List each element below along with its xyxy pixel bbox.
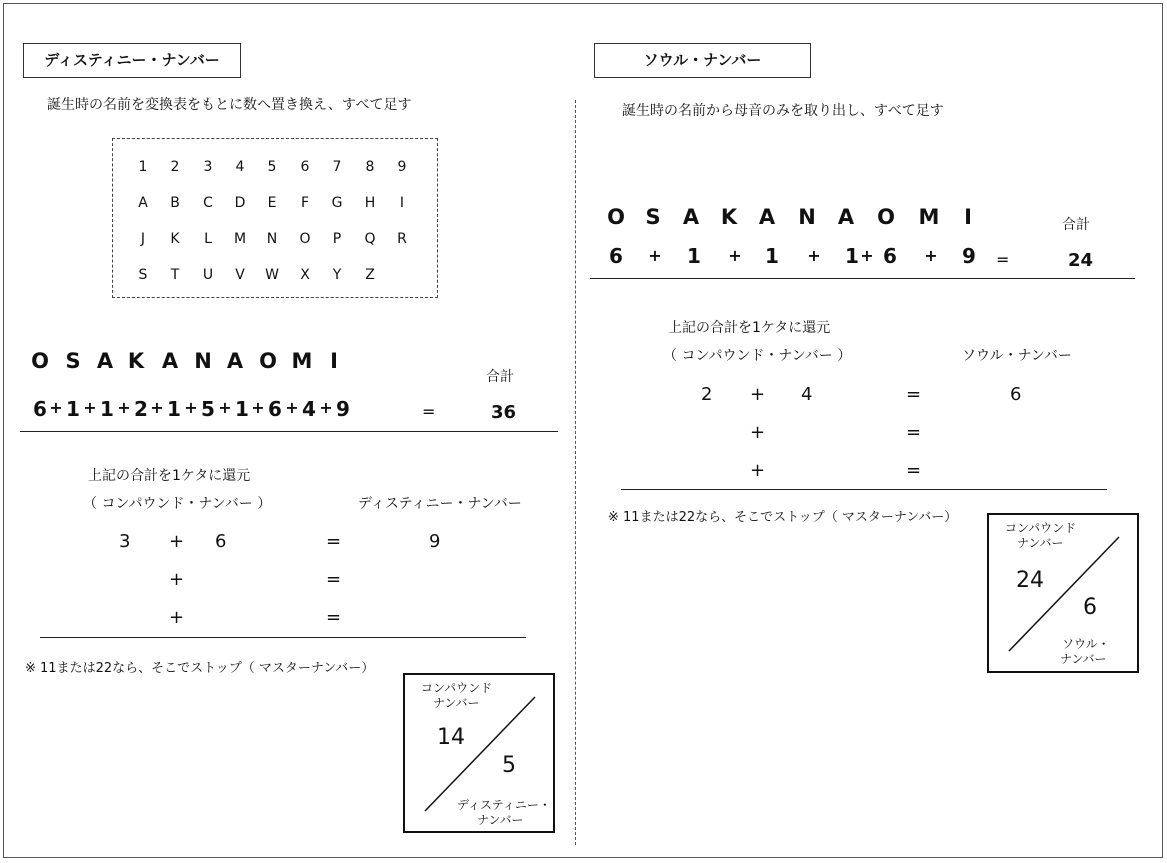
master-number-note: ※ 11または22なら、そこでストップ（ マスターナンバー）: [608, 510, 958, 525]
compound-digit-1: 3: [119, 531, 131, 552]
table-cell: W: [265, 267, 279, 283]
plus-sign: +: [169, 607, 185, 628]
box-compound-number: 24: [1016, 568, 1044, 593]
table-cell: T: [170, 267, 180, 283]
table-cell: I: [399, 195, 405, 211]
value: 2: [134, 397, 148, 421]
name-letter: K: [127, 349, 145, 373]
destiny-result-label: ディスティニー・ナンバー: [358, 496, 522, 512]
table-cell: R: [397, 231, 407, 247]
equals-sign: =: [326, 607, 342, 628]
value: 6: [268, 397, 282, 421]
box-bottom-label: ディスティニー・: [457, 798, 551, 812]
plus-sign: +: [750, 422, 766, 443]
table-cell: L: [204, 231, 212, 247]
plus-sign: +: [807, 246, 821, 265]
table-letter-row: [113, 231, 437, 251]
value: 6: [609, 244, 623, 268]
compound-digit-2: 6: [215, 531, 227, 552]
table-cell: O: [299, 231, 311, 247]
table-cell: F: [300, 195, 310, 211]
name-letter: S: [65, 349, 81, 373]
value: 1: [167, 397, 181, 421]
divider-line: [40, 637, 526, 638]
name-letter: M: [918, 205, 940, 229]
name-letter: O: [877, 205, 895, 229]
value: 9: [336, 397, 350, 421]
conversion-table: [112, 138, 438, 298]
plus-sign: +: [860, 246, 874, 265]
plus-sign: +: [728, 246, 742, 265]
box-bottom-label: ソウル・: [1062, 637, 1110, 651]
reduce-heading: 上記の合計を1ケタに還元: [668, 320, 831, 336]
name-letter: A: [837, 205, 855, 229]
table-cell: C: [203, 195, 213, 211]
plus-sign: +: [169, 569, 185, 590]
box-bottom-label: ナンバー: [477, 813, 524, 827]
box-top-label: ナンバー: [1017, 536, 1064, 550]
name-letter: A: [161, 349, 179, 373]
destiny-result: 9: [429, 531, 441, 552]
equals-sign: =: [906, 384, 922, 405]
value: 1: [66, 397, 80, 421]
table-cell: A: [138, 195, 148, 211]
equals-sign: =: [422, 402, 436, 421]
divider-line: [20, 431, 558, 432]
table-cell: M: [233, 231, 247, 247]
plus-sign: +: [750, 384, 766, 405]
table-digit-row: [113, 159, 437, 179]
box-final-number: 5: [502, 753, 516, 778]
value: 1: [845, 244, 859, 268]
table-cell: K: [170, 231, 180, 247]
table-cell: 5: [267, 159, 277, 175]
plus-sign: +: [150, 398, 164, 417]
name-letter: S: [645, 205, 661, 229]
equals-sign: =: [906, 422, 922, 443]
box-top-label: コンパウンド: [1005, 521, 1077, 535]
table-cell: 4: [235, 159, 245, 175]
name-letter: A: [758, 205, 776, 229]
box-bottom-label: ナンバー: [1060, 652, 1107, 666]
table-cell: 2: [170, 159, 180, 175]
plus-sign: +: [251, 398, 265, 417]
master-number-note: ※ 11または22なら、そこでストップ（ マスターナンバー）: [25, 661, 375, 676]
name-letter: O: [31, 349, 49, 373]
soul-summary-box: [987, 513, 1139, 673]
table-cell: Y: [332, 267, 342, 283]
compound-label: （ コンパウンド・ナンバー ）: [663, 348, 852, 364]
compound-label: （ コンパウンド・ナンバー ）: [83, 496, 272, 512]
value: 9: [962, 244, 976, 268]
plus-sign: +: [49, 398, 63, 417]
soul-description: 誕生時の名前から母音のみを取り出し、すべて足す: [622, 103, 944, 119]
table-cell: G: [331, 195, 343, 211]
destiny-title: ディスティニー・ナンバー: [23, 43, 241, 78]
equals-sign: =: [326, 531, 342, 552]
soul-result: 6: [1010, 384, 1022, 405]
plus-sign: +: [648, 246, 662, 265]
box-final-number: 6: [1083, 595, 1097, 620]
value: 1: [100, 397, 114, 421]
box-compound-number: 14: [437, 725, 465, 750]
plus-sign: +: [218, 398, 232, 417]
table-cell: P: [332, 231, 342, 247]
plus-sign: +: [319, 398, 333, 417]
equals-sign: =: [326, 569, 342, 590]
name-letter: A: [682, 205, 700, 229]
destiny-total-label: 合計: [486, 369, 514, 385]
name-letter: O: [607, 205, 625, 229]
table-cell: N: [266, 231, 278, 247]
plus-sign: +: [184, 398, 198, 417]
name-letter: O: [259, 349, 277, 373]
table-cell: X: [300, 267, 310, 283]
table-cell: B: [170, 195, 180, 211]
table-letter-row: [113, 267, 437, 287]
soul-total: 24: [1068, 250, 1094, 271]
value: 1: [235, 397, 249, 421]
name-letter: N: [194, 349, 212, 373]
table-cell: S: [138, 267, 148, 283]
table-cell: 3: [203, 159, 213, 175]
value: 1: [687, 244, 701, 268]
divider-line: [590, 278, 1135, 279]
plus-sign: +: [117, 398, 131, 417]
column-divider: [575, 100, 576, 845]
value: 4: [302, 397, 316, 421]
plus-sign: +: [83, 398, 97, 417]
box-top-label: ナンバー: [433, 696, 480, 710]
table-cell: 6: [300, 159, 310, 175]
divider-line: [621, 489, 1107, 490]
name-letter: A: [96, 349, 114, 373]
table-cell: D: [234, 195, 246, 211]
destiny-description: 誕生時の名前を変換表をもとに数へ置き換え、すべて足す: [47, 97, 412, 113]
table-cell: H: [364, 195, 376, 211]
table-cell: E: [267, 195, 277, 211]
box-top-label: コンパウンド: [421, 681, 493, 695]
table-cell: 8: [365, 159, 375, 175]
equals-sign: =: [906, 460, 922, 481]
table-cell: 7: [332, 159, 342, 175]
value: 5: [201, 397, 215, 421]
table-cell: U: [202, 267, 214, 283]
table-cell: J: [140, 231, 146, 247]
destiny-total: 36: [491, 402, 517, 423]
value: 6: [33, 397, 47, 421]
value: 6: [883, 244, 897, 268]
soul-title: ソウル・ナンバー: [594, 43, 811, 78]
soul-result-label: ソウル・ナンバー: [962, 348, 1072, 364]
plus-sign: +: [169, 531, 185, 552]
name-letter: I: [330, 349, 338, 373]
table-cell: 9: [397, 159, 407, 175]
compound-digit-2: 4: [801, 384, 813, 405]
table-letter-row: [113, 195, 437, 215]
name-letter: K: [720, 205, 738, 229]
name-letter: I: [964, 205, 972, 229]
compound-digit-1: 2: [701, 384, 713, 405]
plus-sign: +: [285, 398, 299, 417]
reduce-heading: 上記の合計を1ケタに還元: [88, 468, 251, 484]
plus-sign: +: [924, 246, 938, 265]
value: 1: [765, 244, 779, 268]
destiny-summary-box: [403, 673, 555, 833]
soul-total-label: 合計: [1062, 217, 1090, 233]
name-letter: M: [291, 349, 313, 373]
name-letter: A: [226, 349, 244, 373]
table-cell: Q: [364, 231, 376, 247]
table-cell: 1: [138, 159, 148, 175]
equals-sign: =: [996, 250, 1010, 269]
name-letter: N: [798, 205, 816, 229]
table-cell: V: [235, 267, 245, 283]
table-cell: Z: [365, 267, 375, 283]
plus-sign: +: [750, 460, 766, 481]
